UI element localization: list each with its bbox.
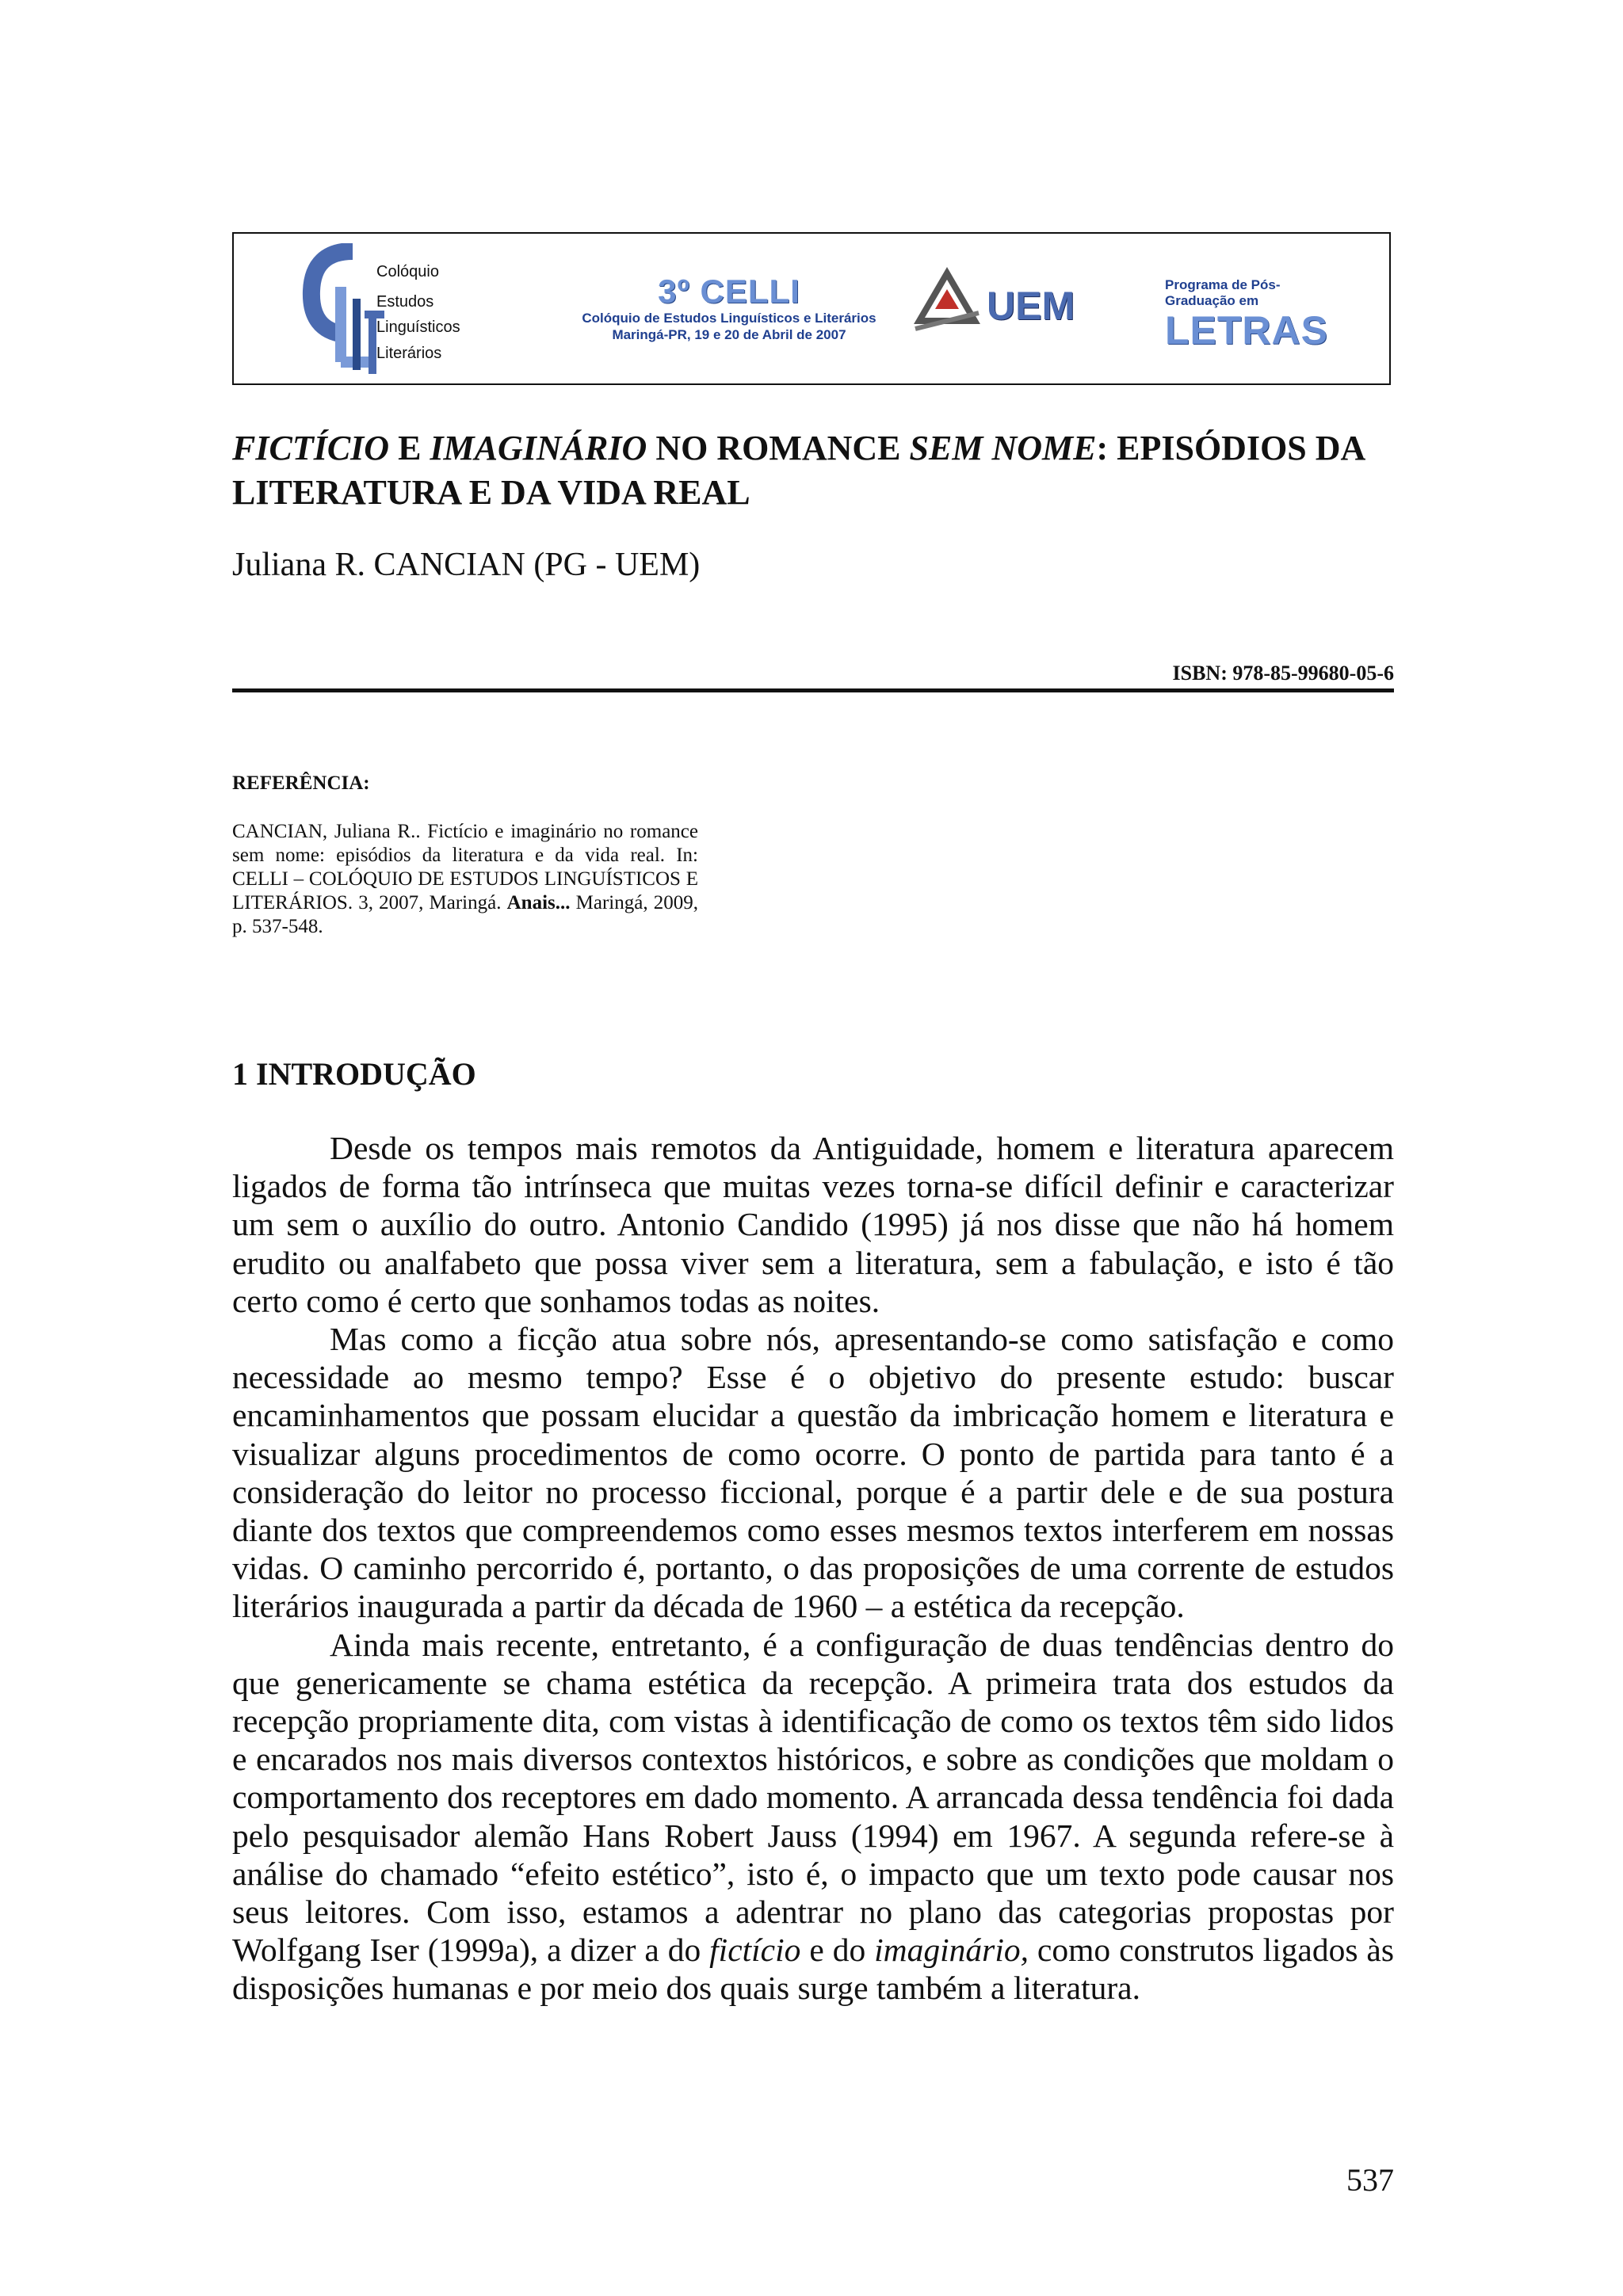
paragraph-3-italic-imaginario: imaginário, (874, 1932, 1029, 1969)
section-heading: 1 INTRODUÇÃO (232, 1056, 476, 1092)
reference-text-1: CANCIAN, Juliana R.. Fictício e imaginário no romance sem nome: episódios da literatura e da vida real. In: CELLI – COLÓQUIO DE ESTUDOS LINGUÍSTICOS E LITERÁRIOS. 3, 2007, Maringá. (232, 821, 698, 913)
logo-line-2: Estudos (376, 293, 434, 311)
paragraph-1: Desde os tempos mais remotos da Antiguidade, homem e literatura aparecem ligados de forma tão intrínseca que muitas vezes torna-se difícil definir e caracterizar um sem o auxílio do outro. Antonio Candido (1995) já nos disse que não há homem erudito ou analfabeto que possa viver sem a literatura, sem a fabulação, e isto é tão certo como é certo que sonhamos todas as noites. (232, 1130, 1394, 1319)
letras-label: LETRAS (1165, 308, 1328, 353)
uem-label: UEM (987, 284, 1075, 328)
celli-subtitle: Colóquio de Estudos Linguísticos e Literários (582, 311, 876, 326)
header-divider (232, 688, 1394, 692)
paragraph-3-text-c: como construtos ligados às disposições humanas e por meio dos quais surge também a literatura. (232, 1932, 1395, 2007)
title-part-italic-3: SEM NOME (909, 429, 1097, 467)
conference-banner (232, 232, 1391, 385)
paper-title (232, 426, 1391, 515)
title-part-4: NO ROMANCE (647, 429, 910, 467)
paragraph-3-text-a: Ainda mais recente, entretanto, é a configuração de duas tendências dentro do que genericamente se chama estética da recepção. A primeira trata dos estudos da recepção propriamente dita, com vistas à identificação de como os textos têm sido lidos e encarados nos mais diversos contextos históricos, e sobre as condições que moldam o comportamento dos receptores em dado momento. A arrancada dessa tendência foi dada pelo pesquisador alemão Hans Robert Jauss (1994) em 1967. A segunda refere-se à análise do chamado “efeito estético”, isto é, o impacto que um texto pode causar nos seus leitores. Com isso, estamos a adentrar no plano das categorias propostas por Wolfgang Iser (1999a), a dizer a do (232, 1626, 1394, 1969)
logo-line-3: Linguísticos (376, 318, 460, 336)
reference-text-2: Maringá, 2009, p. 537-548. (232, 892, 698, 937)
celli-title: 3º CELLI (658, 273, 800, 310)
title-part-italic-1: FICTÍCIO (232, 429, 390, 467)
reference-heading: REFERÊNCIA: (232, 772, 370, 794)
title-part-italic-2: IMAGINÁRIO (430, 429, 647, 467)
celli-place-date: Maringá-PR, 19 e 20 de Abril de 2007 (612, 327, 846, 342)
letras-block (1165, 277, 1347, 352)
logo-line-1: Colóquio (376, 263, 439, 280)
uem-logo (911, 265, 1094, 353)
title-part-6: : EPISÓDIOS DA LITERATURA E DA VIDA REAL (232, 429, 1364, 512)
uem-emblem-icon (911, 265, 983, 345)
title-part-2: E (389, 429, 430, 467)
isbn: ISBN: 978-85-99680-05-6 (1172, 662, 1394, 685)
celli-colloquio-logo (297, 243, 503, 378)
reference-body (232, 820, 698, 939)
paragraph-3 (232, 1626, 1394, 2008)
reference-anais: Anais... (506, 892, 571, 913)
body-text (232, 1129, 1394, 2008)
paragraph-3-italic-ficticio: fictício (709, 1932, 801, 1969)
paragraph-3-text-b: e do (800, 1932, 875, 1969)
program-label: Programa de Pós-Graduação em (1165, 277, 1281, 308)
paragraph-2: Mas como a ficção atua sobre nós, apresentando-se como satisfação e como necessidade ao mesmo tempo? Esse é o objetivo do presente estudo: buscar encaminhamentos que possam elucidar a questão da imbricação homem e literatura e visualizar alguns procedimentos de como ocorre. O ponto de partida para tanto é a consideração do leitor no processo ficcional, porque é a partir dele e de sua postura diante dos textos que compreendemos como esses mesmos textos interferem em nossas vidas. O caminho percorrido é, portanto, o das proposições de uma corrente de estudos literários inaugurada a partir da década de 1960 – a estética da recepção. (232, 1321, 1394, 1625)
author-line: Juliana R. CANCIAN (PG - UEM) (232, 547, 701, 583)
celli-block (543, 273, 915, 343)
page-number: 537 (1346, 2162, 1394, 2198)
logo-line-4: Literários (376, 345, 442, 362)
